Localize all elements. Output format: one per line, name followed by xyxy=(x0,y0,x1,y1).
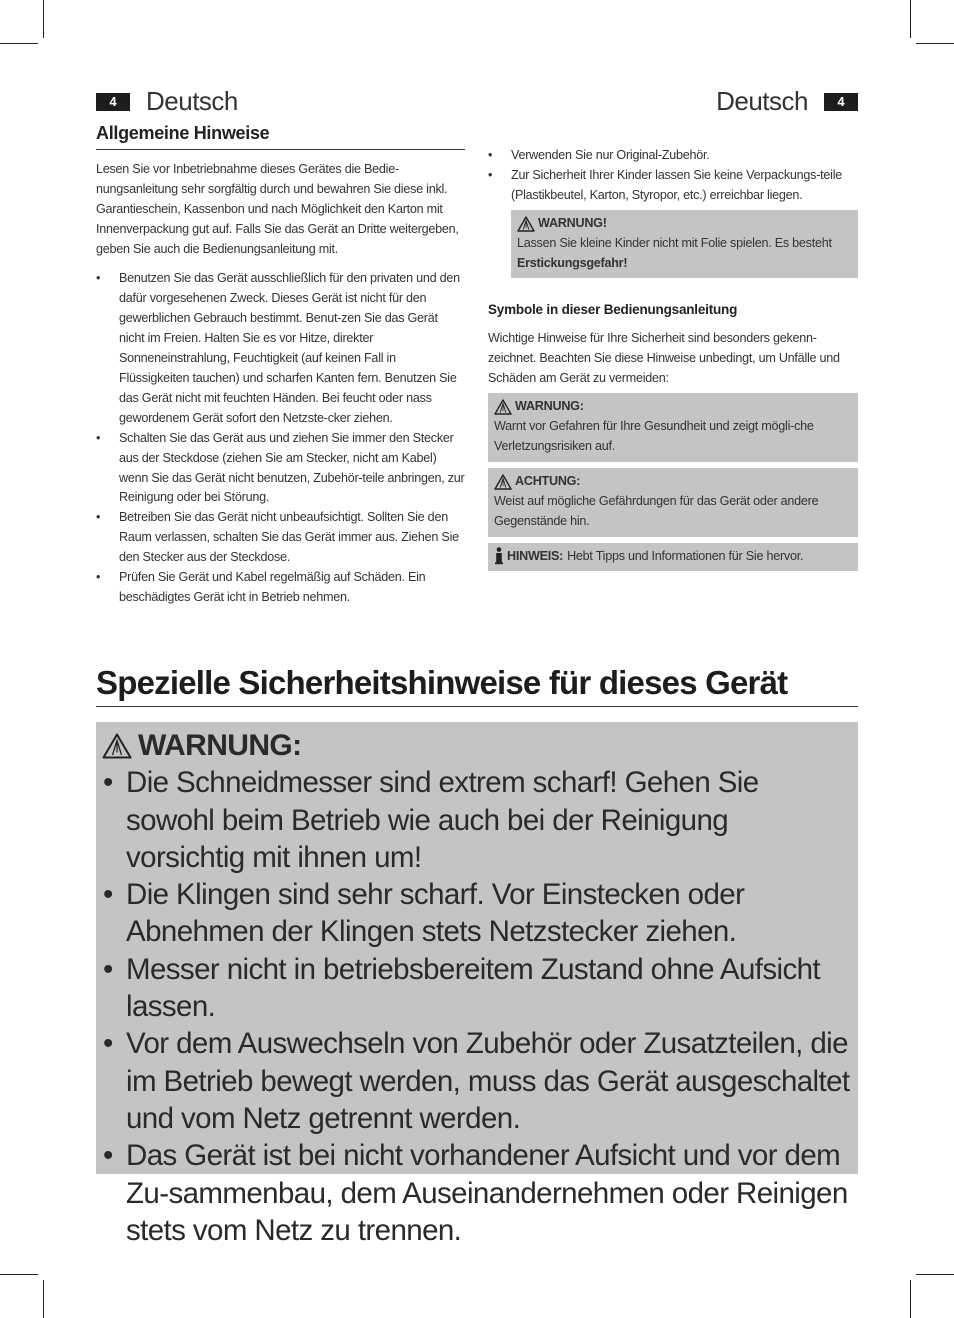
list-item-text: Die Schneidmesser sind extrem scharf! Gehen Sie sowohl beim Betrieb wie auch bei der Reinigung vorsichtig mit ihnen um! xyxy=(126,766,759,874)
crop-mark xyxy=(916,1274,954,1275)
crop-mark xyxy=(0,1274,38,1275)
warning-emphasis: Erstickungsgefahr! xyxy=(517,255,628,270)
list-item-text: Zur Sicherheit Ihrer Kinder lassen Sie keine Verpackungs-teile (Plastikbeutel, Karton, Styropor, etc.) erreichbar liegen. xyxy=(511,167,843,202)
section-heading-rule xyxy=(96,124,465,150)
symbol-warning-title-text: WARNUNG: xyxy=(515,399,584,414)
list-item xyxy=(102,1137,852,1249)
symbol-caution-title xyxy=(494,472,852,492)
list-item-text: Schalten Sie das Gerät aus und ziehen Sie immer den Stecker aus der Steckdose (ziehen Sie am Stecker, nicht am Kabel) wenn Sie das Gerät nicht benutzen, Zubehör-teile anbringen, zur Reinigung oder bei Störung. xyxy=(119,430,465,505)
crop-mark xyxy=(0,43,38,44)
symbol-warning-box xyxy=(488,393,858,462)
special-warning-box xyxy=(96,722,858,1247)
symbol-note-text: Hebt Tipps und Informationen für Sie hervor. xyxy=(567,548,804,563)
bullet-icon: • xyxy=(488,167,493,182)
symbol-warning-title xyxy=(494,397,852,417)
crop-mark xyxy=(910,0,911,38)
right-page-header xyxy=(716,86,858,117)
safety-bullet-list xyxy=(96,269,465,607)
warning-triangle-icon xyxy=(517,216,535,232)
caution-triangle-icon xyxy=(494,474,512,490)
special-warning-title xyxy=(102,727,852,764)
bullet-icon: • xyxy=(103,878,113,912)
symbols-heading: Symbole in dieser Bedienungsanleitung xyxy=(488,302,738,318)
list-item xyxy=(102,764,852,876)
crop-mark xyxy=(43,0,44,38)
crop-mark xyxy=(910,1280,911,1318)
language-label: Deutsch xyxy=(146,86,238,116)
intro-paragraph: Lesen Sie vor Inbetriebnahme dieses Gerätes die Bedie-nungsanleitung sehr sorgfältig durch und bewahren Sie diese inkl. Garantieschein, Kassenbon und nach Möglichkeit den Karton mit Innenverpackung gut auf. Falls Sie das Gerät an Dritte weitergeben, geben Sie auch die Bedienungsanleitung mit. xyxy=(96,161,459,256)
warning-body: Lassen Sie kleine Kinder nicht mit Folie spielen. Es besteht xyxy=(517,235,832,250)
list-item xyxy=(96,568,465,608)
list-item xyxy=(96,508,465,568)
list-item-text: Das Gerät ist bei nicht vorhandener Aufsicht und vor dem Zu-sammenbau, dem Auseinandernehmen oder Reinigen stets vom Netz zu trennen. xyxy=(126,1139,848,1247)
warning-text xyxy=(517,234,852,274)
warning-triangle-icon xyxy=(494,399,512,415)
symbols-intro: Wichtige Hinweise für Ihre Sicherheit sind besonders gekenn-zeichnet. Beachten Sie diese Hinweise unbedingt, um Unfälle und Schäden am Gerät zu vermeiden: xyxy=(488,331,840,386)
list-item-text: Vor dem Auswechseln von Zubehör oder Zusatzteilen, die im Betrieb bewegt werden, muss das Gerät ausgeschaltet und vom Netz getrennt werden. xyxy=(126,1027,850,1135)
list-item xyxy=(488,166,858,206)
special-warning-title-text: WARNUNG: xyxy=(138,729,302,762)
left-page-header xyxy=(96,86,238,117)
bullet-icon: • xyxy=(103,1139,113,1173)
bullet-icon: • xyxy=(96,430,101,445)
symbol-caution-title-text: ACHTUNG: xyxy=(515,473,581,488)
crop-mark xyxy=(43,1280,44,1318)
symbol-note-box xyxy=(488,543,858,572)
info-icon xyxy=(494,547,504,565)
warning-box xyxy=(511,210,858,279)
page-number: 4 xyxy=(96,93,130,111)
bullet-icon: • xyxy=(96,510,101,525)
section-heading: Allgemeine Hinweise xyxy=(96,123,270,143)
list-item-text: Verwenden Sie nur Original-Zubehör. xyxy=(511,148,710,162)
symbol-note-title: HINWEIS: xyxy=(507,548,564,563)
list-item xyxy=(102,951,852,1026)
list-item-text: Betreiben Sie das Gerät nicht unbeaufsichtigt. Sollten Sie den Raum verlassen, schalten Sie das Gerät immer aus. Ziehen Sie den Stecker aus der Steckdose. xyxy=(119,510,459,565)
page-number: 4 xyxy=(824,93,858,111)
list-item-text: Die Klingen sind sehr scharf. Vor Einstecken oder Abnehmen der Klingen stets Netzstecker ziehen. xyxy=(126,878,745,949)
bullet-icon: • xyxy=(103,952,113,986)
symbol-caution-box xyxy=(488,468,858,537)
right-column xyxy=(488,146,858,571)
list-item-text: Prüfen Sie Gerät und Kabel regelmäßig auf Schäden. Ein beschädigtes Gerät icht in Betrieb nehmen. xyxy=(119,570,426,604)
list-item xyxy=(96,269,465,428)
list-item xyxy=(102,876,852,951)
bullet-icon: • xyxy=(96,271,101,286)
warning-title-text: WARNUNG! xyxy=(538,215,607,230)
symbol-warning-text: Warnt vor Gefahren für Ihre Gesundheit und zeigt mögli-che Verletzungsrisiken auf. xyxy=(494,418,814,453)
list-item xyxy=(96,429,465,509)
special-safety-heading: Spezielle Sicherheitshinweise für dieses Gerät xyxy=(96,664,858,707)
list-item-text: Messer nicht in betriebsbereitem Zustand ohne Aufsicht lassen. xyxy=(126,952,821,1024)
list-item-text: Benutzen Sie das Gerät ausschließlich für den privaten und den dafür vorgesehenen Zweck. Dieses Gerät ist nicht für den gewerblichen Gebrauch bestimmt. Benut-zen Sie das Gerät nicht im Freien. Halten Sie es vor Hitze, direkter Sonneneinstrahlung, Feuchtigkeit (auf keinen Fall in Flüssigkeiten tauchen) und scharfen Kanten fern. Benutzen Sie das Gerät nicht mit feuchten Händen. Bei feucht oder nass gewordenem Gerät sofort den Netzste-cker ziehen. xyxy=(119,271,460,425)
bullet-icon: • xyxy=(96,570,101,585)
warning-triangle-icon xyxy=(102,733,132,759)
list-item xyxy=(102,1025,852,1137)
warning-title xyxy=(517,214,852,234)
language-label: Deutsch xyxy=(716,86,808,116)
bullet-icon: • xyxy=(488,148,493,162)
symbol-caution-text: Weist auf mögliche Gefährdungen für das Gerät oder andere Gegenstände hin. xyxy=(494,493,819,528)
special-warning-list xyxy=(102,764,852,1249)
list-item xyxy=(488,146,858,166)
crop-mark xyxy=(916,43,954,44)
left-column xyxy=(96,124,465,608)
bullet-icon: • xyxy=(103,1027,113,1061)
accessory-bullet-list xyxy=(488,146,858,206)
bullet-icon: • xyxy=(103,766,113,800)
